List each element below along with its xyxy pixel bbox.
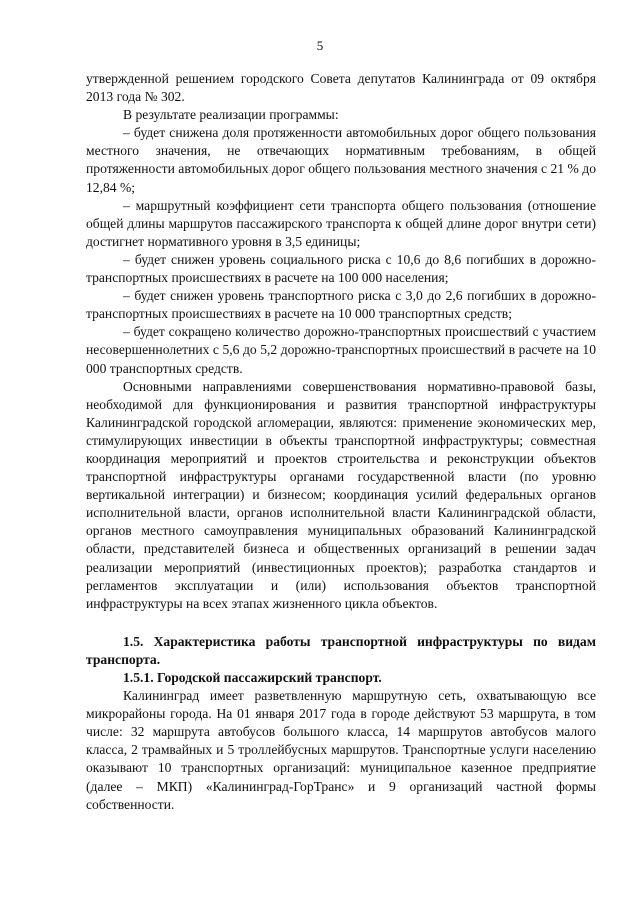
section-gap [86, 613, 596, 633]
document-body [86, 70, 596, 814]
list-item-transport-risk: – будет снижен уровень транспортного риска с 3,0 до 2,6 погибших в дорожно-транспортных происшествиях в расчете на 10 000 транспортных средств; [86, 288, 596, 322]
paragraph-continuation: утвержденной решением городского Совета депутатов Калининграда от 09 октября 2013 года № 302. [86, 71, 596, 105]
paragraph-route-network: Калининград имеет разветвленную маршрутную сеть, охватывающую все микрорайоны города. На 01 января 2017 года в городе действуют 53 маршрута, в том числе: 32 маршрута автобусов большого класса, 14 маршрутов автобусов малого класса, 2 трамвайных и 5 троллейбусных маршрутов. Транспортные услуги населению оказывают 10 транспортных организаций: муниципальное казенное предприятие (далее – МКП) «Калининград-ГорТранс» и 9 организаций частной формы собственности. [86, 688, 596, 812]
list-item-route-coefficient: – маршрутный коэффициент сети транспорта общего пользования (отношение общей длины маршрутов пассажирского транспорта к общей длине дорог внутри сети) достигнет нормативного уровня в 3,5 единицы; [86, 197, 596, 249]
list-item-social-risk: – будет снижен уровень социального риска с 10,6 до 8,6 погибших в дорожно-транспортных происшествиях в расчете на 100 000 населения; [86, 251, 596, 286]
subsection-heading: 1.5.1. Городской пассажирский транспорт. [123, 670, 382, 685]
list-item-road-share: – будет снижена доля протяженности автомобильных дорог общего пользования местного значения, не отвечающих нормативным требованиям, в общей протяженности автомобильных дорог общего пользования местного значения с 21 % до 12,84 %; [86, 125, 596, 195]
paragraph-legal-framework: Основными направлениями совершенствования нормативно-правовой базы, необходимой для функционирования и развития транспортной инфраструктуры Калининградской городской агломерации, являются: применение экономических мер, стимулирующих инвестиции в объекты транспортной инфраструктуры; совместная координация мероприятий и проектов строительства и реконструкции объектов транспортной инфраструктуры органами государственной власти (по уровню вертикальной интеграции) и бизнесом; координация усилий федеральных органов исполнительной власти, органов исполнительной власти Калининградской области, органов местного самоуправления муниципальных образований Калининградской области, представителей бизнеса и общественных организаций в решении задач реализации мероприятий (инвестиционных проектов); разработка стандартов и регламентов эксплуатации и (или) использования объектов транспортной инфраструктуры на всех этапах жизненного цикла объектов. [86, 378, 596, 611]
section-heading: 1.5. Характеристика работы транспортной инфраструктуры по видам транспорта. [86, 633, 596, 667]
page-number: 5 [316, 38, 324, 53]
list-item-minor-accidents: – будет сокращено количество дорожно-транспортных происшествий с участием несовершеннолетних с 5,6 до 5,2 дорожно-транспортных происшествий в расчете на 10 000 транспортных средств. [86, 324, 596, 376]
paragraph-results-intro: В результате реализации программы: [123, 107, 339, 123]
